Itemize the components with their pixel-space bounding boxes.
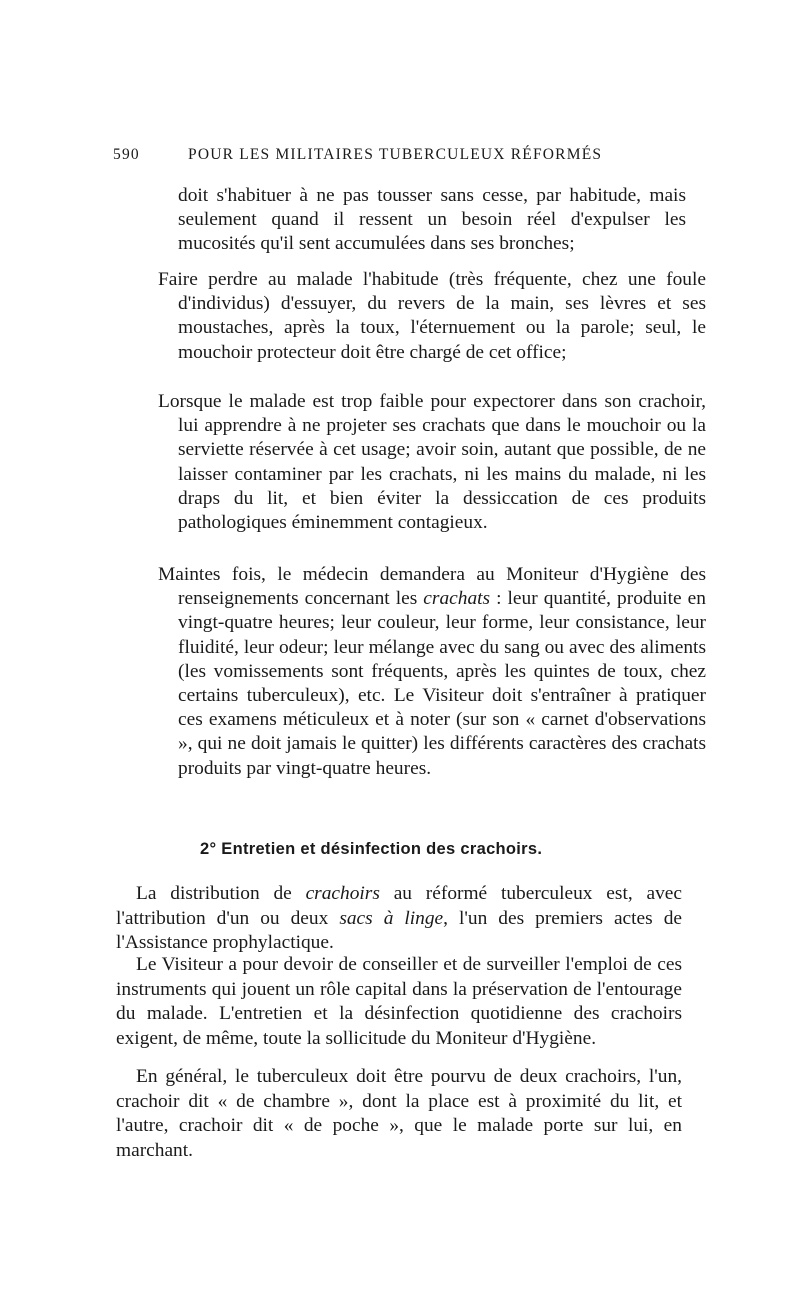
list-item: Faire perdre au malade l'habitude (très fréquente, chez une foule d'individus) d'essuyer, du revers de la main, ses lèvres et ses moustaches, après la toux, l'éternuement ou la parole; seul, le mouchoir protecteur doit être chargé de cet office;: [158, 269, 706, 363]
paragraph-text: au réformé tuberculeux est, avec l'attribution d'un ou deux: [116, 883, 682, 929]
italic-term: sacs à linge: [339, 907, 444, 929]
body-paragraph: Le Visiteur a pour devoir de conseiller et de surveiller l'emploi de ces instruments qui jouent un rôle capital dans la préservation de l'entourage du malade. L'entretien et la désinfection quotidienne des crachoirs exigent, de même, toute la sollicitude du Moniteur d'Hygiène.: [116, 954, 682, 1049]
running-head: [113, 146, 675, 170]
italic-term: crachoirs: [305, 883, 380, 904]
item-text: Maintes fois, le médecin demandera au Moniteur d'Hygiène des renseignements concernant les: [158, 564, 706, 610]
italic-term: crachats: [423, 588, 491, 610]
continued-text: doit s'habituer à ne pas tousser sans cesse, par habitude, mais seulement quand il ressent un besoin réel d'expulser les mucosités qu'il sent accumulées dans ses bronches;: [178, 185, 686, 255]
paragraph-text: , l'un des premiers actes de l'Assistance prophylactique.: [116, 907, 683, 954]
paragraph-text: La distribution de: [136, 883, 306, 904]
page-number: 590: [113, 146, 140, 163]
list-item: Lorsque le malade est trop faible pour expectorer dans son crachoir, lui apprendre à ne projeter ses crachats que dans le mouchoir ou la serviette réservée à cet usage; avoir soin, autant que possible, de ne laisser contaminer par les crachats, ni les mains du malade, ni les draps du lit, et bien éviter la dessiccation de ces produits pathologiques éminemment contagieux.: [158, 391, 706, 534]
list-item: [158, 563, 706, 781]
body-paragraph: [116, 882, 682, 956]
item-text: : leur quantité, produite en vingt-quatre heures; leur couleur, leur forme, leur consistance, leur fluidité, leur odeur; leur mélange avec du sang ou avec des aliments (les vomissements sont fréquents, après les quintes de toux, chez certains tuberculeux), etc. Le Visiteur doit s'entraîner à pratiquer ces examens méticuleux et à noter (sur son « carnet d'observations », qui ne doit jamais le quitter) les différents caractères des crachats produits par vingt-quatre heures.: [178, 588, 706, 779]
section-heading: 2° Entretien et désinfection des crachoirs.: [200, 840, 543, 858]
running-head-title: POUR LES MILITAIRES TUBERCULEUX RÉFORMÉS: [188, 146, 603, 163]
body-paragraph: En général, le tuberculeux doit être pourvu de deux crachoirs, l'un, crachoir dit « de chambre », dont la place est à proximité du lit, et l'autre, crachoir dit « de poche », que le malade porte sur lui, en marchant.: [116, 1066, 682, 1161]
